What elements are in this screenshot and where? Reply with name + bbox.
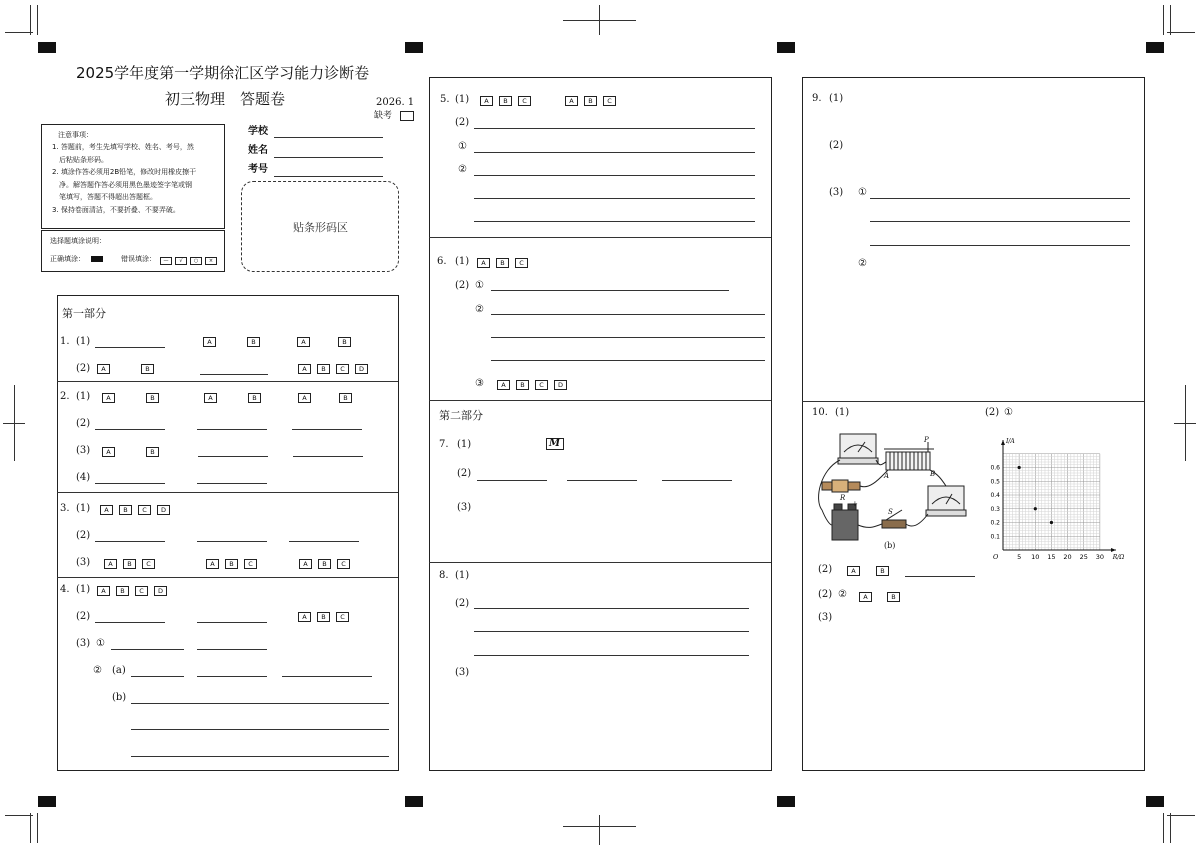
fig-label-a: A xyxy=(884,472,890,480)
q10-part2-label: (2) xyxy=(985,407,1000,418)
fig-label-r: R xyxy=(840,494,846,502)
q7-number: 7. xyxy=(439,439,449,450)
answer-line[interactable] xyxy=(95,541,165,542)
choice-box-a[interactable]: A xyxy=(104,559,117,569)
choice-box-d[interactable]: D xyxy=(355,364,368,374)
answer-line[interactable] xyxy=(491,290,729,291)
x-tick-label: 20 xyxy=(1063,553,1072,561)
q9-part1-label: (1) xyxy=(829,93,844,104)
answer-line[interactable] xyxy=(200,374,268,375)
choice-box-c[interactable]: C xyxy=(337,559,350,569)
data-point xyxy=(1050,521,1053,524)
q10-part2c-label: (2) xyxy=(818,589,833,600)
q4-sub-a-label: (a) xyxy=(112,665,126,676)
q6-part2-label: (2) xyxy=(455,280,470,291)
q4-part1-label: (1) xyxy=(76,584,91,595)
choice-box-c[interactable]: C xyxy=(603,96,616,106)
choice-box-b[interactable]: B xyxy=(317,612,330,622)
x-tick-label: 15 xyxy=(1047,553,1056,561)
exam-subtitle: 初三物理 答题卷 xyxy=(165,90,286,108)
q9-part3-label: (3) xyxy=(829,187,844,198)
choice-box-a[interactable]: A xyxy=(477,258,490,268)
choice-box-c[interactable]: C xyxy=(138,505,151,515)
answer-line[interactable] xyxy=(197,649,267,650)
choice-box-a[interactable]: A xyxy=(859,592,872,602)
choice-box-c[interactable]: C xyxy=(535,380,548,390)
q4-part3-label: (3) xyxy=(76,638,91,649)
choice-box-b[interactable]: B xyxy=(499,96,512,106)
answer-line[interactable] xyxy=(198,456,268,457)
y-tick-label: 0.1 xyxy=(990,533,1000,541)
q5-sub1-label: ① xyxy=(458,141,467,152)
choice-box-a[interactable]: A xyxy=(203,337,216,347)
answer-line[interactable] xyxy=(870,198,1130,199)
battery-icon xyxy=(832,510,858,540)
q9-part2-label: (2) xyxy=(829,140,844,151)
answer-line[interactable] xyxy=(111,649,184,650)
wrong-fill-samples xyxy=(160,255,220,266)
answer-line[interactable] xyxy=(197,541,267,542)
q4-sub-b-label: (b) xyxy=(112,692,127,703)
choice-box-b[interactable]: B xyxy=(116,586,129,596)
absent-label: 缺考 xyxy=(374,111,393,121)
absent-checkbox[interactable] xyxy=(400,111,414,121)
x-tick-label: 30 xyxy=(1095,553,1104,561)
q8-part2-label: (2) xyxy=(455,598,470,609)
x-axis-label: R/Ω xyxy=(1112,554,1125,561)
q1-part2-label: (2) xyxy=(76,363,91,374)
school-label: 学校 xyxy=(248,126,268,137)
q10-sub1-label: ① xyxy=(1004,407,1013,418)
exam-title: 2025学年度第一学期徐汇区学习能力诊断卷 xyxy=(76,64,370,82)
choice-box-b[interactable]: B xyxy=(876,566,889,576)
answer-line[interactable] xyxy=(474,655,749,656)
choice-box-b[interactable]: B xyxy=(338,337,351,347)
y-tick-label: 0.3 xyxy=(990,505,1000,513)
choice-box-b[interactable]: B xyxy=(584,96,597,106)
barcode-label: 贴条形码区 xyxy=(293,221,348,234)
answer-line[interactable] xyxy=(474,608,749,609)
q10-circuit-figure xyxy=(810,430,970,552)
answer-line[interactable] xyxy=(870,245,1130,246)
q2-part2-label: (2) xyxy=(76,418,91,429)
q6-part1-label: (1) xyxy=(455,256,470,267)
q10-part1-label: (1) xyxy=(835,407,850,418)
q10-number: 10. xyxy=(812,407,828,418)
x-tick-label: 10 xyxy=(1031,553,1040,561)
answer-line[interactable] xyxy=(474,128,755,129)
choice-box-a[interactable]: A xyxy=(206,559,219,569)
fig-label-plus: + xyxy=(852,500,858,508)
q2-part3-label: (3) xyxy=(76,445,91,456)
origin-label: O xyxy=(993,553,999,561)
wrong-fill-sample: — xyxy=(160,257,172,265)
choice-box-b[interactable]: B xyxy=(141,364,154,374)
answer-line[interactable] xyxy=(95,483,165,484)
choice-box-b[interactable]: B xyxy=(318,559,331,569)
choice-box-b[interactable]: B xyxy=(247,337,260,347)
q6-sub2-label: ② xyxy=(475,304,484,315)
notice-lines xyxy=(52,141,196,216)
choice-box-a[interactable]: A xyxy=(100,505,113,515)
fill-guide-title: 选择题填涂说明： xyxy=(50,237,106,245)
choice-box-a[interactable]: A xyxy=(480,96,493,106)
answer-line[interactable] xyxy=(197,622,267,623)
answer-line[interactable] xyxy=(197,429,267,430)
y-tick-label: 0.4 xyxy=(990,492,1000,499)
q2-part4-label: (4) xyxy=(76,472,91,483)
notice-title: 注意事项： xyxy=(58,131,93,139)
q5-part2-label: (2) xyxy=(455,117,470,128)
answer-line[interactable] xyxy=(292,429,362,430)
q9-sub2-label: ② xyxy=(858,258,867,269)
choice-box-a[interactable]: A xyxy=(298,612,311,622)
choice-box-a[interactable]: A xyxy=(565,96,578,106)
answer-line[interactable] xyxy=(491,314,765,315)
q5-number: 5. xyxy=(440,94,450,105)
answer-line[interactable] xyxy=(95,347,165,348)
q1-number: 1. xyxy=(60,336,70,347)
choice-box-b[interactable]: B xyxy=(496,258,509,268)
answer-line[interactable] xyxy=(95,429,165,430)
q6-sub3-label: ③ xyxy=(475,378,484,389)
q3-number: 3. xyxy=(60,503,70,514)
x-tick-label: 5 xyxy=(1017,553,1022,561)
x-tick-label: 25 xyxy=(1079,553,1088,561)
middle-panel xyxy=(429,77,772,771)
choice-box-a[interactable]: A xyxy=(297,337,310,347)
y-tick-label: 0.6 xyxy=(990,464,1000,472)
choice-box-c[interactable]: C xyxy=(336,364,349,374)
choice-box-a[interactable]: A xyxy=(299,559,312,569)
exam-date: 2026. 1 xyxy=(376,97,415,108)
choice-box-a[interactable]: A xyxy=(298,393,311,403)
answer-line[interactable] xyxy=(474,152,755,153)
wrong-fill-label: 错误填涂： xyxy=(121,255,156,263)
q3-part1-label: (1) xyxy=(76,503,91,514)
q5-sub2-label: ② xyxy=(458,164,467,175)
choice-box-a[interactable]: A xyxy=(97,364,110,374)
choice-box-b[interactable]: B xyxy=(119,505,132,515)
exam-no-field[interactable] xyxy=(274,176,383,177)
answer-line[interactable] xyxy=(474,198,755,199)
y-axis-arrow xyxy=(1001,440,1005,445)
name-field[interactable] xyxy=(274,157,383,158)
q6-sub1-label: ① xyxy=(475,280,484,291)
q1-part1-label: (1) xyxy=(76,336,91,347)
fig-label-b: B xyxy=(930,470,936,478)
answer-line[interactable] xyxy=(474,221,755,222)
data-point xyxy=(1034,507,1037,510)
choice-box-a[interactable]: A xyxy=(102,393,115,403)
choice-box-c[interactable]: C xyxy=(135,586,148,596)
q4-part2-label: (2) xyxy=(76,611,91,622)
q8-part3-label: (3) xyxy=(455,667,470,678)
choice-box-a[interactable]: A xyxy=(847,566,860,576)
choice-box-b[interactable]: B xyxy=(339,393,352,403)
choice-box-b[interactable]: B xyxy=(248,393,261,403)
choice-box-d[interactable]: D xyxy=(157,505,170,515)
choice-box-b[interactable]: B xyxy=(317,364,330,374)
switch-icon xyxy=(882,520,906,528)
choice-box-c[interactable]: C xyxy=(518,96,531,106)
q3-part3-label: (3) xyxy=(76,557,91,568)
q9-sub1-label: ① xyxy=(858,187,867,198)
answer-line[interactable] xyxy=(197,676,267,677)
q7-part3-label: (3) xyxy=(457,502,472,513)
answer-line[interactable] xyxy=(197,483,267,484)
q5-part1-label: (1) xyxy=(455,94,470,105)
q4-number: 4. xyxy=(60,584,70,595)
choice-box-b[interactable]: B xyxy=(146,447,159,457)
q6-number: 6. xyxy=(437,256,447,267)
answer-line[interactable] xyxy=(474,631,749,632)
answer-line[interactable] xyxy=(870,221,1130,222)
choice-box-b[interactable]: B xyxy=(146,393,159,403)
q10-part2b-label: (2) xyxy=(818,564,833,575)
q3-part2-label: (2) xyxy=(76,530,91,541)
answer-line[interactable] xyxy=(131,729,389,730)
answer-line[interactable] xyxy=(293,456,363,457)
answer-line[interactable] xyxy=(567,480,637,481)
answer-line[interactable] xyxy=(131,756,389,757)
answer-line[interactable] xyxy=(491,337,765,338)
choice-box-c[interactable]: C xyxy=(142,559,155,569)
choice-box-a[interactable]: A xyxy=(497,380,510,390)
fig-caption: (b) xyxy=(884,541,896,550)
answer-line[interactable] xyxy=(131,703,389,704)
rheostat-coil-icon xyxy=(886,452,930,470)
choice-box-c[interactable]: C xyxy=(244,559,257,569)
notice-line: 2. 填涂作答必须用2B铅笔，修改时用橡皮擦干 xyxy=(52,168,197,176)
wrong-fill-sample: ○ xyxy=(190,257,202,265)
notice-line: 3. 保持卷面清洁，不要折叠、不要弄破。 xyxy=(52,205,180,214)
choice-box-d[interactable]: D xyxy=(154,586,167,596)
part2-title: 第二部分 xyxy=(439,409,483,422)
choice-box-c[interactable]: C xyxy=(515,258,528,268)
exam-no-label: 考号 xyxy=(248,164,268,175)
choice-box-b[interactable]: B xyxy=(887,592,900,602)
q10-sub2-label: ② xyxy=(838,589,847,600)
choice-box-a[interactable]: A xyxy=(97,586,110,596)
answer-line[interactable] xyxy=(474,175,755,176)
answer-line[interactable] xyxy=(289,541,359,542)
q7-symbol: M xyxy=(549,438,561,449)
q9-number: 9. xyxy=(812,93,822,104)
q4-sub2-label: ② xyxy=(93,665,102,676)
wrong-fill-sample: × xyxy=(205,257,217,265)
y-tick-label: 0.5 xyxy=(990,478,1000,486)
q2-part1-label: (1) xyxy=(76,391,91,402)
choice-box-b[interactable]: B xyxy=(225,559,238,569)
name-label: 姓名 xyxy=(248,145,268,156)
fig-label-s: S xyxy=(888,508,893,516)
choice-box-b[interactable]: B xyxy=(516,380,529,390)
q4-sub1-label: ① xyxy=(96,638,105,649)
wrong-fill-sample: √ xyxy=(175,257,187,265)
answer-line[interactable] xyxy=(95,622,165,623)
answer-line[interactable] xyxy=(282,676,372,677)
q8-number: 8. xyxy=(439,570,449,581)
school-field[interactable] xyxy=(274,137,383,138)
choice-box-a[interactable]: A xyxy=(204,393,217,403)
q10-i-r-chart xyxy=(985,423,1133,563)
q10-part3-label: (3) xyxy=(818,612,833,623)
answer-line[interactable] xyxy=(662,480,732,481)
data-point xyxy=(1018,466,1021,469)
x-axis-arrow xyxy=(1111,548,1116,552)
choice-box-c[interactable]: C xyxy=(336,612,349,622)
answer-line[interactable] xyxy=(131,676,184,677)
choice-box-b[interactable]: B xyxy=(123,559,136,569)
correct-fill-label: 正确填涂： xyxy=(50,255,85,263)
choice-box-d[interactable]: D xyxy=(554,380,567,390)
q8-part1-label: (1) xyxy=(455,570,470,581)
q7-part1-label: (1) xyxy=(457,439,472,450)
y-tick-label: 0.2 xyxy=(990,519,1000,527)
y-axis-label: I/A xyxy=(1006,437,1015,445)
q7-part2-label: (2) xyxy=(457,468,472,479)
answer-line[interactable] xyxy=(477,480,547,481)
notice-line: 后粘贴条形码。 xyxy=(52,155,108,164)
answer-line[interactable] xyxy=(491,360,765,361)
notice-line: 笔填写，答题不得超出答题框。 xyxy=(52,193,157,201)
part1-title: 第一部分 xyxy=(62,307,106,320)
notice-line: 1. 答题前，考生先填写学校、姓名、考号，然 xyxy=(52,143,194,151)
fig-label-p: P xyxy=(924,436,929,444)
correct-fill-sample xyxy=(91,256,103,262)
q2-number: 2. xyxy=(60,391,70,402)
notice-line: 净。解答题作答必须用黑色墨迹签字笔或钢 xyxy=(52,180,192,189)
answer-line[interactable] xyxy=(905,576,975,577)
choice-box-a[interactable]: A xyxy=(102,447,115,457)
choice-box-a[interactable]: A xyxy=(298,364,311,374)
